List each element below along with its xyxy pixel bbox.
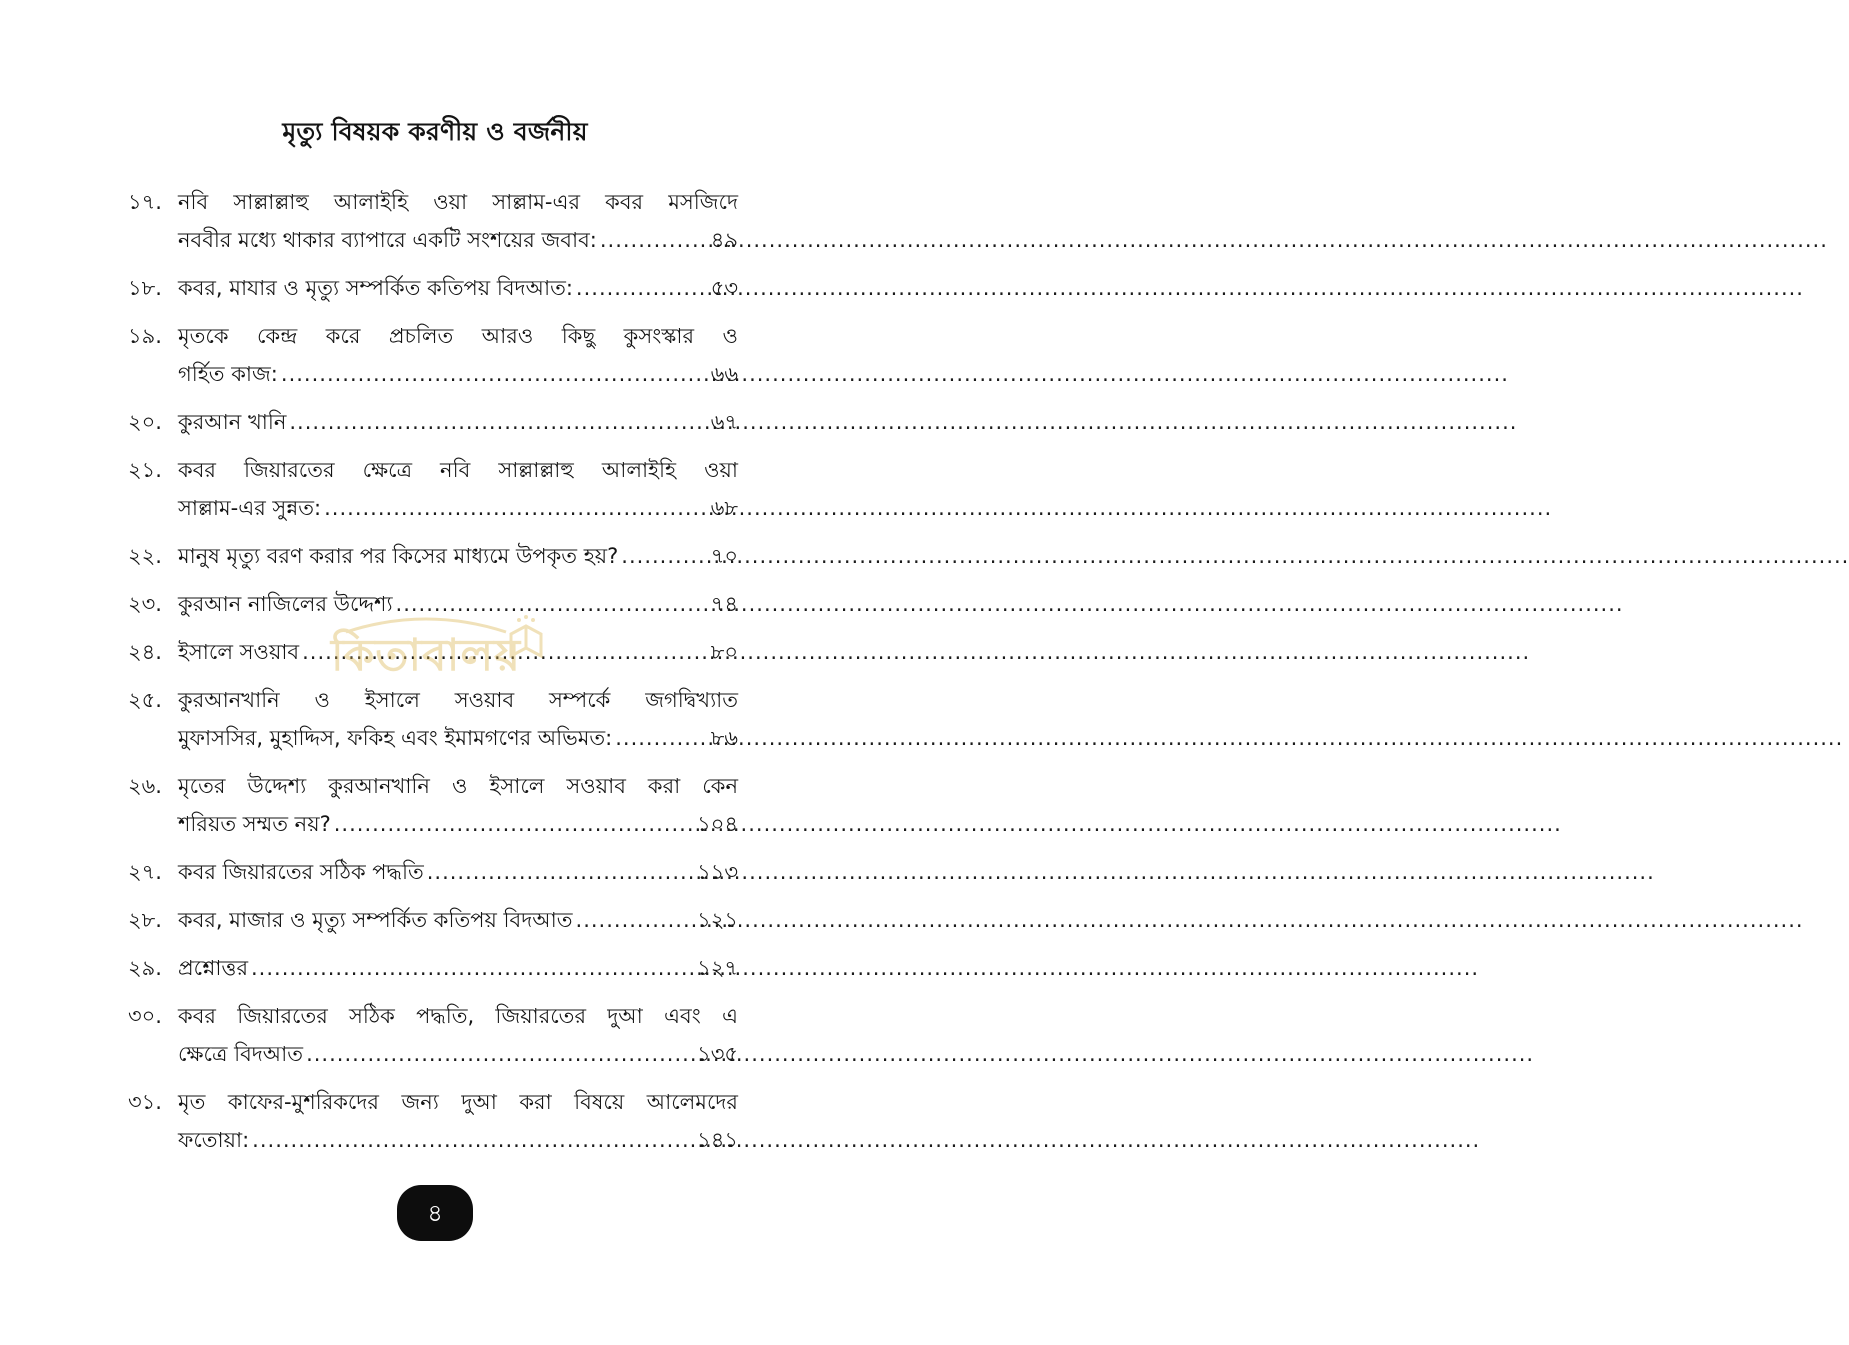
toc-entry-line (178, 805, 738, 843)
toc-entry[interactable] (128, 767, 738, 843)
toc-entry[interactable] (128, 681, 738, 757)
toc-entry-number: ২৪. (128, 640, 162, 664)
toc-entry-number: ২০. (128, 410, 162, 434)
toc-entry-body (178, 997, 738, 1073)
toc-entry-line (178, 403, 738, 441)
toc-entry-body (178, 317, 738, 393)
toc-entry-number: ২২. (128, 544, 162, 568)
toc-entry[interactable] (128, 537, 738, 575)
toc-entry-page: ৬৭ (710, 410, 738, 434)
dot-leader (427, 853, 694, 891)
toc-entry-title-first-line: মৃতের উদ্দেশ্য কুরআনখানি ও ইসালে সওয়াব করা কেন (178, 774, 738, 798)
toc-entry-title: নববীর মধ্যে থাকার ব্যাপারে একটি সংশয়ের জবাব: (178, 228, 597, 252)
toc-entry-body (178, 681, 738, 757)
toc-entry-title: সাল্লাম-এর সুন্নত: (178, 496, 322, 520)
toc-entry-number: ১৯. (128, 324, 162, 348)
table-of-contents (128, 183, 738, 1169)
toc-entry-title: ইসালে সওয়াব (178, 640, 300, 664)
toc-entry-line (178, 1121, 738, 1159)
toc-entry-line (178, 489, 738, 527)
toc-entry-title: কুরআন খানি (178, 410, 287, 434)
toc-entry[interactable] (128, 269, 738, 307)
dot-leader (396, 585, 708, 623)
dot-leader (600, 221, 708, 259)
toc-entry-title: ক্ষেত্রে বিদআত (178, 1042, 304, 1066)
toc-entry-body (178, 853, 738, 891)
dot-leader (576, 901, 695, 939)
toc-entry[interactable] (128, 633, 738, 671)
toc-entry-title-first-line: মৃত কাফের-মুশরিকদের জন্য দুআ করা বিষয়ে আলেমদের (178, 1090, 738, 1114)
toc-entry-line (178, 221, 738, 259)
toc-entry-title-first-line: কবর জিয়ারতের ক্ষেত্রে নবি সাল্লাল্লাহু আলাইহি ওয়া (178, 458, 738, 482)
dot-leader (289, 403, 707, 441)
toc-entry-page: ৬৮ (710, 496, 738, 520)
toc-entry-line (178, 1035, 738, 1073)
toc-entry-page: ১৩৫ (697, 1042, 738, 1066)
toc-entry-body (178, 585, 738, 623)
toc-entry-line (178, 949, 738, 987)
page-title: মৃত্যু বিষয়ক করণীয় ও বর্জনীয় (282, 117, 588, 146)
toc-entry-line (178, 853, 738, 891)
toc-entry-body (178, 949, 738, 987)
watermark-text: কিতাবালয় (330, 630, 522, 681)
toc-entry-title-first-line: নবি সাল্লাল্লাহু আলাইহি ওয়া সাল্লাম-এর কবর মসজিদে (178, 190, 738, 214)
toc-entry[interactable] (128, 183, 738, 259)
toc-entry-title: ফতোয়া: (178, 1128, 250, 1152)
toc-entry-page: ৮০ (710, 640, 738, 664)
toc-entry-body (178, 183, 738, 259)
toc-entry-title-first-line: কবর জিয়ারতের সঠিক পদ্ধতি, জিয়ারতের দুআ এবং এ (178, 1004, 738, 1028)
toc-entry-body (178, 767, 738, 843)
toc-entry[interactable] (128, 853, 738, 891)
toc-entry-title: কবর জিয়ারতের সঠিক পদ্ধতি (178, 860, 424, 884)
toc-entry-page: ৭৪ (710, 592, 738, 616)
toc-entry[interactable] (128, 451, 738, 527)
page-number-badge: ৪ (397, 1185, 473, 1241)
dot-leader (615, 719, 707, 757)
toc-entry-line (178, 719, 738, 757)
dot-leader (334, 805, 694, 843)
toc-entry-page: ৮৬ (710, 726, 738, 750)
toc-entry-page: ১১৩ (697, 860, 738, 884)
toc-entry-number: ২৯. (128, 956, 162, 980)
toc-entry-body (178, 901, 738, 939)
dot-leader (302, 633, 708, 671)
toc-entry-line (178, 269, 738, 307)
dot-leader (252, 1121, 694, 1159)
toc-entry-title: কবর, মাযার ও মৃত্যু সম্পর্কিত কতিপয় বিদআত: (178, 276, 573, 300)
toc-entry-number: ২৬. (128, 774, 162, 798)
toc-entry-title-first-line: মৃতকে কেন্দ্র করে প্রচলিত আরও কিছু কুসংস্কার ও (178, 324, 738, 348)
toc-entry-line (178, 633, 738, 671)
toc-entry-title: মুফাসসির, মুহাদ্দিস, ফকিহ এবং ইমামগণের অভিমত: (178, 726, 613, 750)
toc-entry-number: ১৮. (128, 276, 162, 300)
toc-entry-number: ৩১. (128, 1090, 162, 1114)
toc-entry-title-first-line: কুরআনখানি ও ইসালে সওয়াব সম্পর্কে জগদ্বিখ্যাত (178, 688, 738, 712)
toc-entry-body (178, 451, 738, 527)
toc-entry-title: গর্হিত কাজ: (178, 362, 278, 386)
toc-entry-number: ২৩. (128, 592, 162, 616)
toc-entry-page: ১০৪ (697, 812, 738, 836)
toc-entry-page: ১২১ (697, 908, 738, 932)
toc-entry-number: ১৭. (128, 190, 162, 214)
toc-entry-number: ২৭. (128, 860, 162, 884)
toc-entry[interactable] (128, 317, 738, 393)
toc-entry-number: ২৫. (128, 688, 162, 712)
toc-entry-line (178, 585, 738, 623)
toc-entry[interactable] (128, 949, 738, 987)
toc-entry-number: ৩০. (128, 1004, 162, 1028)
toc-entry-page: ৬৬ (710, 362, 738, 386)
dot-leader (324, 489, 708, 527)
toc-entry-title: মানুষ মৃত্যু বরণ করার পর কিসের মাধ্যমে উপকৃত হয়? (178, 544, 619, 568)
toc-entry-title: কুরআন নাজিলের উদ্দেশ্য (178, 592, 393, 616)
toc-entry-line (178, 355, 738, 393)
toc-entry-page: ১২৭ (697, 956, 738, 980)
toc-entry[interactable] (128, 585, 738, 623)
toc-entry-number: ২১. (128, 458, 162, 482)
toc-entry[interactable] (128, 1083, 738, 1159)
dot-leader (251, 949, 694, 987)
dot-leader (576, 269, 708, 307)
toc-entry-page: ৫৩ (710, 276, 738, 300)
toc-entry[interactable] (128, 901, 738, 939)
toc-entry[interactable] (128, 403, 738, 441)
dot-leader (306, 1035, 694, 1073)
toc-entry-title: কবর, মাজার ও মৃত্যু সম্পর্কিত কতিপয় বিদআত (178, 908, 573, 932)
toc-entry-body (178, 537, 738, 575)
toc-entry-number: ২৮. (128, 908, 162, 932)
toc-entry-line (178, 537, 738, 575)
toc-entry-line (178, 901, 738, 939)
toc-entry-body (178, 1083, 738, 1159)
toc-entry-title: প্রশ্নোত্তর (178, 956, 248, 980)
toc-entry-title: শরিয়ত সম্মত নয়? (178, 812, 331, 836)
toc-entry-page: ৪৯ (710, 228, 738, 252)
toc-entry[interactable] (128, 997, 738, 1073)
toc-entry-body (178, 269, 738, 307)
toc-entry-body (178, 403, 738, 441)
dot-leader (281, 355, 708, 393)
toc-entry-page: ১৪১ (697, 1128, 738, 1152)
toc-entry-page: ৭০ (710, 544, 738, 568)
dot-leader (621, 537, 707, 575)
toc-entry-body (178, 633, 738, 671)
